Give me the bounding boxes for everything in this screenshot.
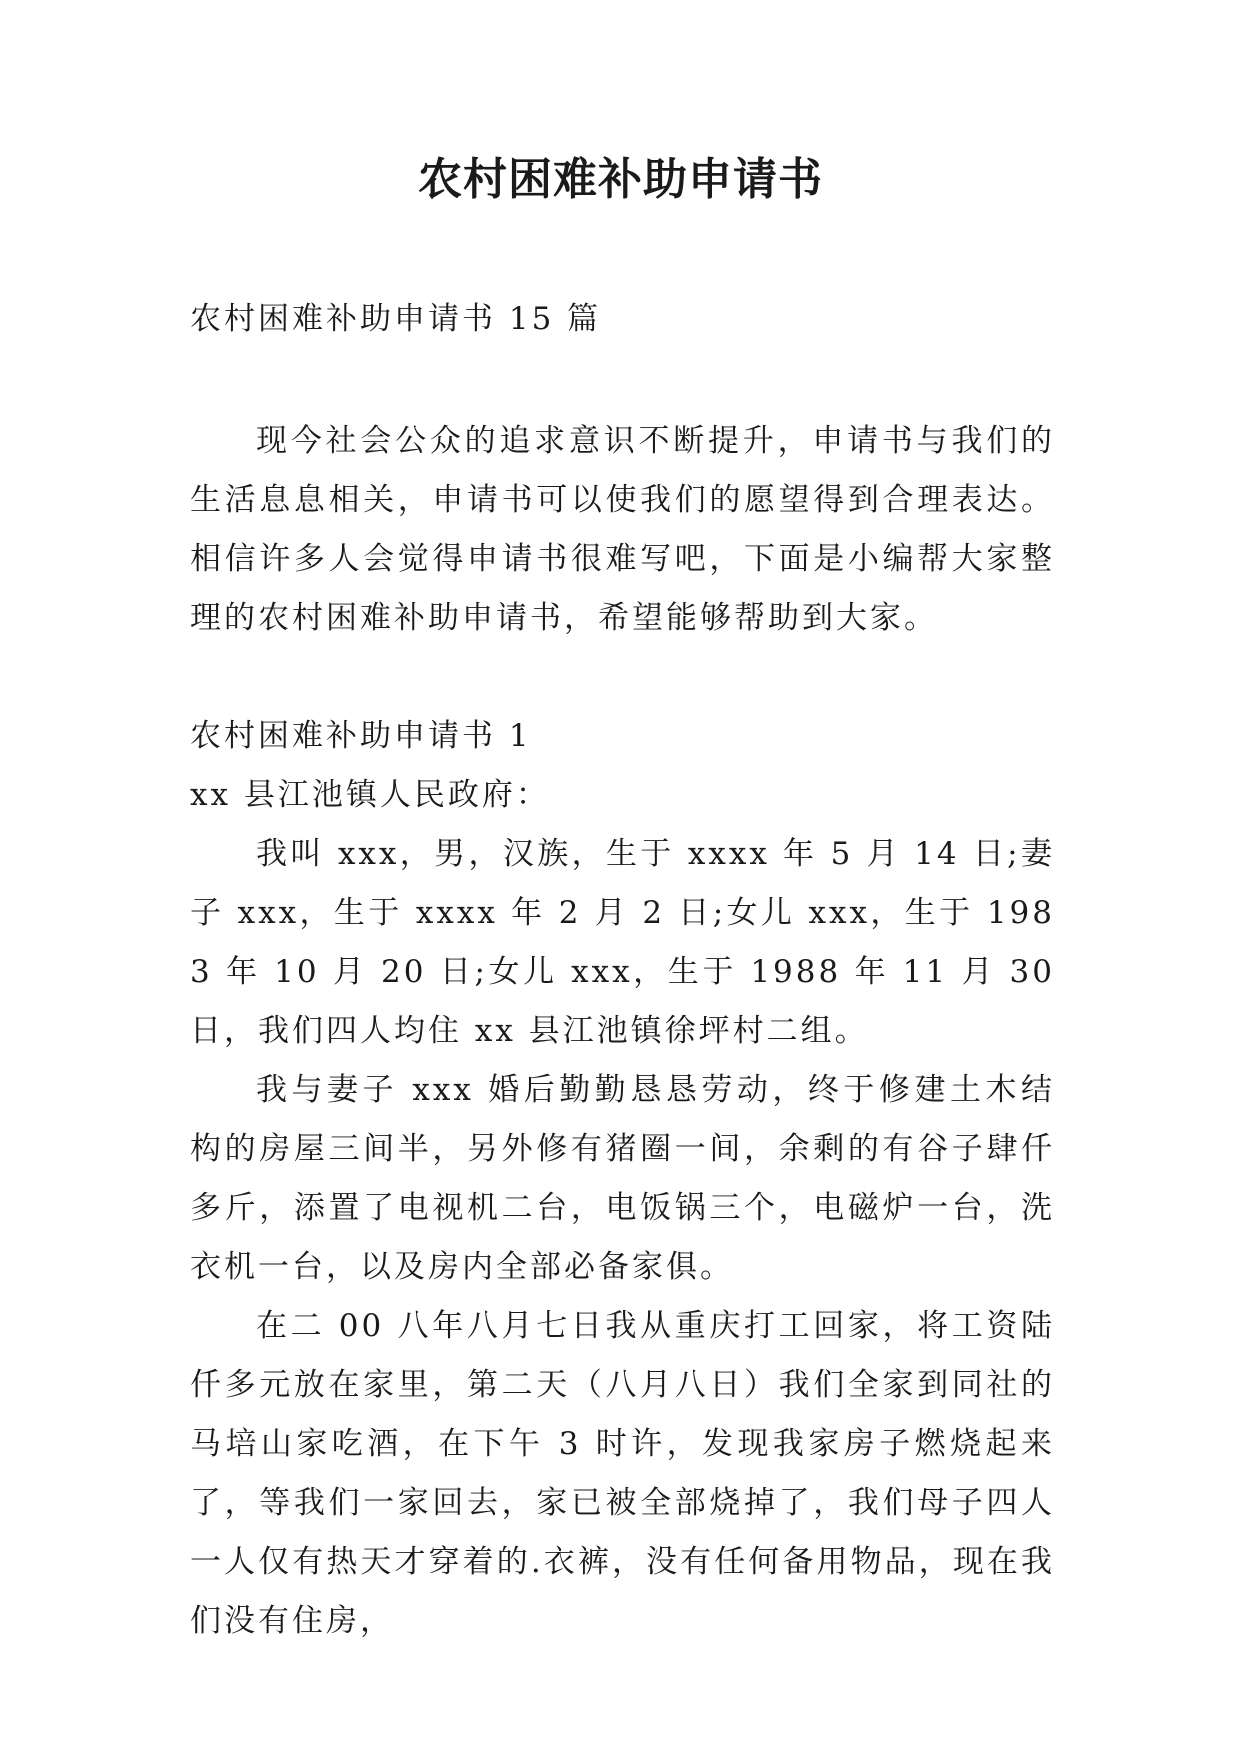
intro-paragraph: 现今社会公众的追求意识不断提升，申请书与我们的生活息息相关，申请书可以使我们的愿望得到合理表达。相信许多人会觉得申请书很难写吧，下面是小编帮大家整理的农村困难补助申请书，希望能够帮助到大家。 xyxy=(190,423,1055,636)
body-paragraph: 我与妻子 xxx 婚后勤勤恳恳劳动，终于修建土木结构的房屋三间半，另外修有猪圈一间，余剩的有谷子肆仟多斤，添置了电视机二台，电饭锅三个，电磁炉一台，洗衣机一台，以及房内全部必备家俱。 xyxy=(190,1072,1055,1285)
body-paragraph: 我叫 xxx，男，汉族，生于 xxxx 年 5 月 14 日;妻子 xxx，生于 xxxx 年 2 月 2 日;女儿 xxx，生于 1983 年 10 月 20 日;女儿 xxx，生于 1988 年 11 月 30 日，我们四人均住 xx 县江池镇徐坪村二组。 xyxy=(190,836,1055,1049)
document-subtitle: 农村困难补助申请书 15 篇 xyxy=(190,301,602,337)
document-body xyxy=(190,290,1055,1651)
section-heading: 农村困难补助申请书 1 xyxy=(190,718,532,754)
document-title: 农村困难补助申请书 xyxy=(418,154,823,205)
body-paragraph: 在二 00 八年八月七日我从重庆打工回家，将工资陆仟多元放在家里，第二天（八月八日）我们全家到同社的马培山家吃酒，在下午 3 时许，发现我家房子燃烧起来了，等我们一家回去，家已被全部烧掉了，我们母子四人一人仅有热天才穿着的.衣裤，没有任何备用物品，现在我们没有住房， xyxy=(190,1308,1055,1639)
salutation: xx 县江池镇人民政府： xyxy=(190,777,550,813)
